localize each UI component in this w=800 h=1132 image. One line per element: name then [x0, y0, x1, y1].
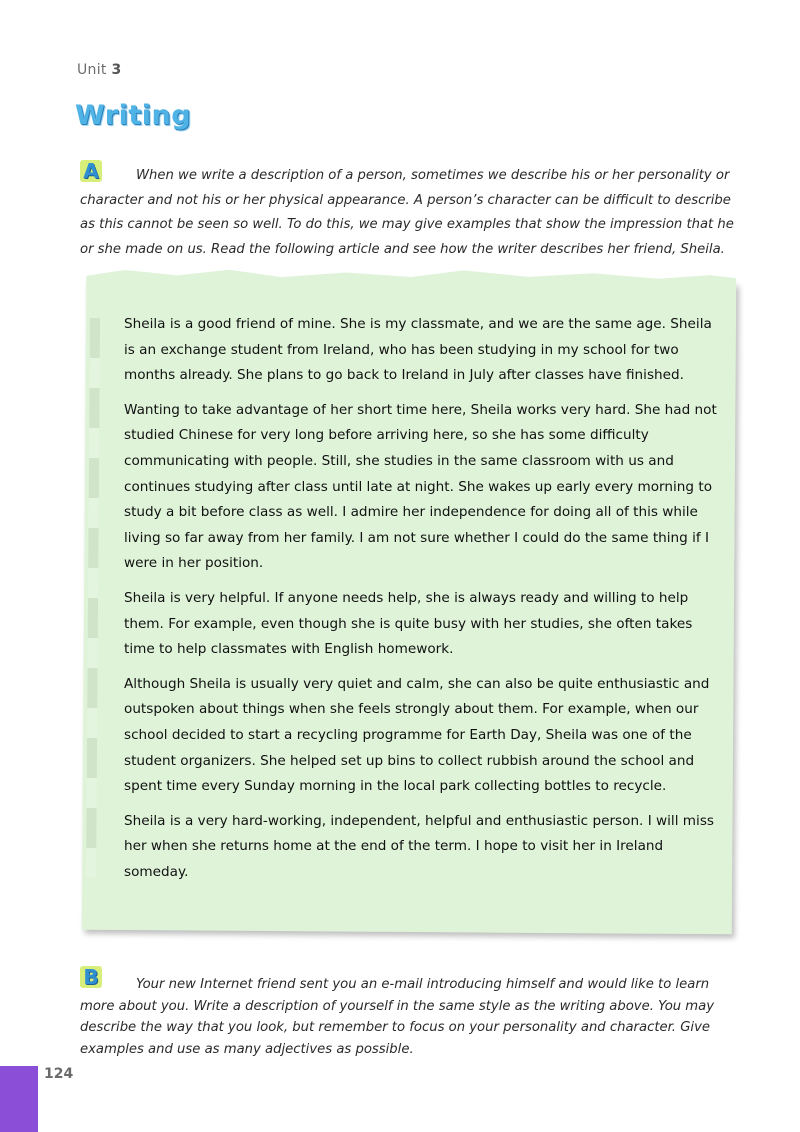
article-paragraph: Sheila is very helpful. If anyone needs help, she is always ready and willing to help them. For example, even though she is quite busy with her studies, she often takes time to help classmates with English homework. — [124, 589, 693, 658]
article-paragraph: Although Sheila is usually very quiet and calm, she can also be quite enthusiastic and outspoken about things when she feels strongly about them. For example, when our school decided to start a recycling programme for Earth Day, Sheila was one of the student organizers. She helped set up bins to collect rubbish around the school and spent time every Sunday morning in the local park collecting bottles to recycle. — [124, 675, 710, 795]
section-a-instructions: When we write a description of a person, sometimes we describe his or her personality or character and not his or her physical appearance. A person’s character can be difficult to describe as this cannot be seen so well. To do this, we may give examples that show the impression that he or she made on us. Read the following article and see how the writer describes her friend, Sheila. — [80, 168, 734, 257]
section-b-instructions: Your new Internet friend sent you an e-mail introducing himself and would like to learn more about you. Write a description of yourself in the same style as the writing above. You may describe the way that you look, but remember to focus on your personality and character. Give examples and use as many adjectives as possible. — [80, 977, 715, 1057]
section-a-badge: A — [80, 160, 102, 182]
unit-word: Unit — [77, 62, 107, 78]
torn-binding-edge — [86, 318, 100, 878]
article-paragraph: Wanting to take advantage of her short time here, Sheila works very hard. She had not studied Chinese for very long before arriving here, so she has some difficulty communicating with people. Still, she studies in the same classroom with us and continues studying after class until late at night. She wakes up early every morning to study a bit before class as well. I admire her independence for doing all of this while living so far away from her family. I am not sure whether I could do the same thing if I were in her position. — [124, 401, 717, 572]
page-color-tab — [0, 1066, 38, 1132]
article-paragraph: Sheila is a good friend of mine. She is my classmate, and we are the same age. Sheila is an exchange student from Ireland, who has been studying in my school for two months already. She plans to go back to Ireland in July after classes have finished. — [124, 316, 712, 384]
unit-number: 3 — [111, 62, 122, 78]
unit-label — [77, 62, 122, 78]
section-b-badge: B — [80, 966, 102, 988]
article-paragraph: Sheila is a very hard-working, independent, helpful and enthusiastic person. I will miss her when she returns home at the end of the term. I hope to visit her in Ireland someday. — [124, 812, 714, 880]
page-number: 124 — [44, 1066, 74, 1082]
article — [124, 312, 724, 894]
page-title: Writing — [75, 100, 192, 131]
